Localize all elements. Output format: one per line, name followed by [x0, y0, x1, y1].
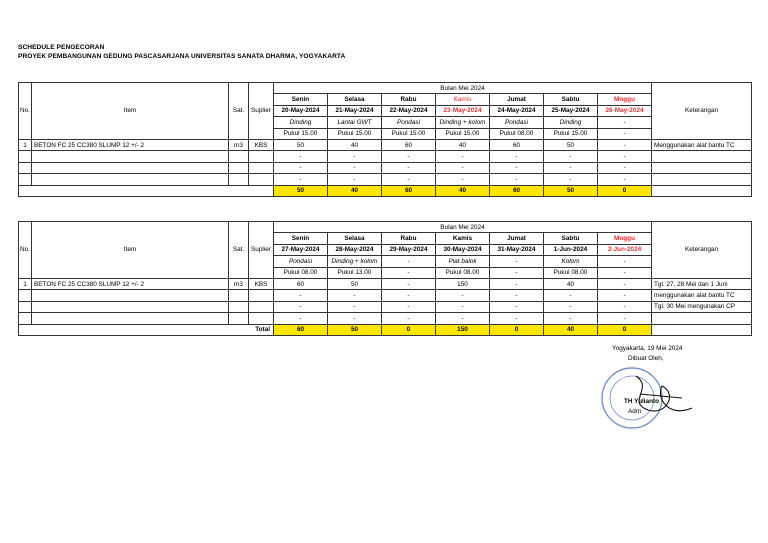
empty-cell	[652, 185, 752, 196]
volume-cell: -	[382, 301, 436, 312]
time-cell: Pukul 15.00	[436, 128, 490, 139]
day-header: Kamis	[436, 94, 490, 105]
empty-cell	[652, 174, 752, 185]
empty-cell	[229, 301, 249, 312]
volume-cell: -	[544, 162, 598, 173]
empty-cell	[32, 301, 229, 312]
table-row	[19, 174, 752, 185]
time-cell: -	[598, 267, 652, 278]
volume-cell: -	[490, 301, 544, 312]
empty-cell	[229, 174, 249, 185]
date-header: 31-May-2024	[490, 244, 544, 255]
signature-place-date: Yogyakarta, 19 Mei 2024	[612, 345, 683, 352]
volume-cell: -	[490, 313, 544, 324]
time-cell: Pukul 15.00	[328, 128, 382, 139]
volume-cell: -	[436, 301, 490, 312]
day-header: Rabu	[382, 233, 436, 244]
volume-cell: 40	[436, 139, 490, 150]
work-type-cell: Dinding + kolom	[436, 117, 490, 128]
volume-cell: -	[436, 174, 490, 185]
time-cell: Pukul 15.00	[544, 128, 598, 139]
item-suplier: KBS	[249, 139, 274, 150]
total-row	[19, 185, 752, 196]
date-header: 28-May-2024	[328, 244, 382, 255]
day-header: Kamis	[436, 233, 490, 244]
volume-cell: -	[598, 301, 652, 312]
volume-cell: -	[598, 278, 652, 289]
date-header: 24-May-2024	[490, 105, 544, 116]
work-type-cell: Kolom	[544, 256, 598, 267]
volume-cell: -	[490, 290, 544, 301]
total-row	[19, 324, 752, 335]
volume-cell: -	[328, 301, 382, 312]
volume-cell: -	[598, 139, 652, 150]
volume-cell: -	[544, 290, 598, 301]
work-type-cell: Plat balok	[436, 256, 490, 267]
empty-cell	[19, 313, 32, 324]
empty-cell	[229, 151, 249, 162]
item-keterangan: Tgl. 27, 28 Mei dan 1 Juni	[652, 278, 752, 289]
empty-cell	[652, 313, 752, 324]
empty-cell	[249, 301, 274, 312]
total-cell: 60	[382, 185, 436, 196]
empty-cell	[19, 290, 32, 301]
day-header: Jumat	[490, 233, 544, 244]
volume-cell: 150	[436, 278, 490, 289]
volume-cell: -	[382, 290, 436, 301]
day-header: Mnggu	[598, 94, 652, 105]
table-row	[19, 139, 752, 150]
volume-cell: -	[544, 174, 598, 185]
volume-cell: -	[490, 162, 544, 173]
volume-cell: -	[544, 151, 598, 162]
week1-schedule-table	[18, 82, 752, 197]
volume-cell: 50	[274, 139, 328, 150]
item-name: BETON FC 25 CC380 SLUMP 12 +/- 2	[32, 139, 229, 150]
volume-cell: -	[382, 174, 436, 185]
item-sat: m3	[229, 139, 249, 150]
volume-cell: 60	[274, 278, 328, 289]
item-no: 1	[19, 139, 32, 150]
time-cell: Pukul 08.00	[544, 267, 598, 278]
date-header: 2-Jun-2024	[598, 244, 652, 255]
work-type-cell: -	[598, 117, 652, 128]
empty-cell	[249, 290, 274, 301]
total-cell: 50	[328, 324, 382, 335]
empty-cell	[19, 301, 32, 312]
time-cell: -	[382, 267, 436, 278]
table-row	[19, 162, 752, 173]
col-suplier-header: Suplier	[249, 83, 274, 140]
month-header: Bulan Mei 2024	[274, 83, 652, 94]
table-row	[19, 313, 752, 324]
total-cell: 50	[544, 185, 598, 196]
volume-cell: -	[436, 313, 490, 324]
work-type-cell: Pondasi	[490, 117, 544, 128]
volume-cell: -	[328, 174, 382, 185]
volume-cell: 40	[544, 278, 598, 289]
volume-cell: -	[382, 313, 436, 324]
volume-cell: -	[328, 290, 382, 301]
empty-cell	[652, 324, 752, 335]
empty-cell	[32, 151, 229, 162]
date-header: 1-Jun-2024	[544, 244, 598, 255]
time-cell: Pukul 13.00	[328, 267, 382, 278]
volume-cell: -	[544, 301, 598, 312]
work-type-cell: Lantai GWT	[328, 117, 382, 128]
total-cell: 60	[274, 324, 328, 335]
date-header: 23-May-2024	[436, 105, 490, 116]
day-header: Selasa	[328, 94, 382, 105]
volume-cell: -	[490, 278, 544, 289]
volume-cell: -	[598, 162, 652, 173]
empty-cell	[229, 313, 249, 324]
day-header: Rabu	[382, 94, 436, 105]
volume-cell: -	[274, 313, 328, 324]
day-header: Jumat	[490, 94, 544, 105]
time-cell: Pukul 08.00	[436, 267, 490, 278]
table-row	[19, 278, 752, 289]
day-header: Selasa	[328, 233, 382, 244]
item-no: 1	[19, 278, 32, 289]
table-row	[19, 83, 752, 94]
volume-cell: -	[436, 290, 490, 301]
time-cell: -	[490, 267, 544, 278]
total-cell: 0	[490, 324, 544, 335]
item-keterangan: Menggunakan alat bantu TC	[652, 139, 752, 150]
work-type-cell: -	[598, 256, 652, 267]
day-header: Senin	[274, 94, 328, 105]
signature-name: TH Yulianto	[624, 398, 660, 405]
volume-cell: -	[436, 162, 490, 173]
volume-cell: -	[436, 151, 490, 162]
empty-cell	[32, 162, 229, 173]
day-header: Mnggu	[598, 233, 652, 244]
row-keterangan: menggunakan alat bantu TC	[652, 290, 752, 301]
time-cell: Pukul 15.00	[274, 128, 328, 139]
volume-cell: -	[274, 162, 328, 173]
day-header: Sabtu	[544, 233, 598, 244]
empty-cell	[249, 162, 274, 173]
volume-cell: 50	[328, 278, 382, 289]
date-header: 29-May-2024	[382, 244, 436, 255]
table-row	[19, 290, 752, 301]
col-keterangan-header: Keterangan	[652, 222, 752, 279]
time-cell: Pukul 08.00	[490, 128, 544, 139]
volume-cell: -	[598, 290, 652, 301]
volume-cell: 60	[382, 139, 436, 150]
date-header: 20-May-2024	[274, 105, 328, 116]
volume-cell: -	[598, 174, 652, 185]
col-no-header: No.	[19, 83, 32, 140]
item-sat: m3	[229, 278, 249, 289]
empty-cell	[249, 313, 274, 324]
volume-cell: -	[490, 174, 544, 185]
col-keterangan-header: Keterangan	[652, 83, 752, 140]
total-cell: 0	[598, 324, 652, 335]
empty-cell	[19, 151, 32, 162]
total-cell: 0	[382, 324, 436, 335]
table-row	[19, 222, 752, 233]
date-header: 22-May-2024	[382, 105, 436, 116]
empty-cell	[229, 290, 249, 301]
empty-cell	[229, 162, 249, 173]
work-type-cell: Dinding	[544, 117, 598, 128]
volume-cell: -	[382, 162, 436, 173]
project-name: PROYEK PEMBANGUNAN GEDUNG PASCASARJANA UNIVERSITAS SANATA DHARMA, YOGYAKARTA	[18, 53, 346, 60]
col-sat-header: Sat.	[229, 83, 249, 140]
col-item-header: Item	[32, 83, 229, 140]
total-cell: 0	[598, 185, 652, 196]
work-type-cell: Pondasi	[382, 117, 436, 128]
empty-cell	[32, 290, 229, 301]
volume-cell: -	[598, 313, 652, 324]
volume-cell: -	[274, 151, 328, 162]
row-keterangan	[652, 162, 752, 173]
volume-cell: -	[382, 278, 436, 289]
empty-cell	[249, 174, 274, 185]
signature-role: Adm	[628, 408, 642, 415]
time-cell: Pukul 15.00	[382, 128, 436, 139]
total-cell: 40	[436, 185, 490, 196]
volume-cell: -	[382, 151, 436, 162]
volume-cell: 40	[328, 139, 382, 150]
work-type-cell: -	[490, 256, 544, 267]
total-label: Total	[19, 324, 274, 335]
work-type-cell: Dinding	[274, 117, 328, 128]
date-header: 21-May-2024	[328, 105, 382, 116]
item-suplier: KBS	[249, 278, 274, 289]
volume-cell: -	[328, 162, 382, 173]
signature-made-by: Dibuat Oleh,	[628, 355, 664, 362]
volume-cell: -	[328, 151, 382, 162]
volume-cell: -	[274, 290, 328, 301]
date-header: 25-May-2024	[544, 105, 598, 116]
month-header: Bulan Mei 2024	[274, 222, 652, 233]
date-header: 30-May-2024	[436, 244, 490, 255]
volume-cell: -	[490, 151, 544, 162]
empty-cell	[19, 162, 32, 173]
date-header: 26-May-2024	[598, 105, 652, 116]
total-label	[19, 185, 274, 196]
work-type-cell: Dinding + kolom	[328, 256, 382, 267]
total-cell: 60	[490, 185, 544, 196]
week2-schedule-table	[18, 221, 752, 336]
col-suplier-header: Suplier	[249, 222, 274, 279]
total-cell: 40	[328, 185, 382, 196]
col-item-header: Item	[32, 222, 229, 279]
row-keterangan	[652, 151, 752, 162]
time-cell: -	[598, 128, 652, 139]
total-cell: 40	[544, 324, 598, 335]
table-row	[19, 151, 752, 162]
col-sat-header: Sat.	[229, 222, 249, 279]
volume-cell: 50	[544, 139, 598, 150]
empty-cell	[19, 174, 32, 185]
work-type-cell: Pondasi	[274, 256, 328, 267]
volume-cell: -	[274, 174, 328, 185]
volume-cell: -	[598, 151, 652, 162]
col-no-header: No.	[19, 222, 32, 279]
empty-cell	[32, 174, 229, 185]
total-cell: 150	[436, 324, 490, 335]
empty-cell	[249, 151, 274, 162]
day-header: Sabtu	[544, 94, 598, 105]
table-row	[19, 301, 752, 312]
time-cell: Pukul 08.00	[274, 267, 328, 278]
item-name: BETON FC 25 CC380 SLUMP 12 +/- 2	[32, 278, 229, 289]
row-keterangan: Tgl. 30 Mei mengunakan CP	[652, 301, 752, 312]
volume-cell: -	[274, 301, 328, 312]
document-title: SCHEDULE PENGECORAN	[18, 44, 105, 51]
date-header: 27-May-2024	[274, 244, 328, 255]
work-type-cell: -	[382, 256, 436, 267]
empty-cell	[32, 313, 229, 324]
total-cell: 50	[274, 185, 328, 196]
day-header: Senin	[274, 233, 328, 244]
volume-cell: -	[328, 313, 382, 324]
volume-cell: 60	[490, 139, 544, 150]
volume-cell: -	[544, 313, 598, 324]
